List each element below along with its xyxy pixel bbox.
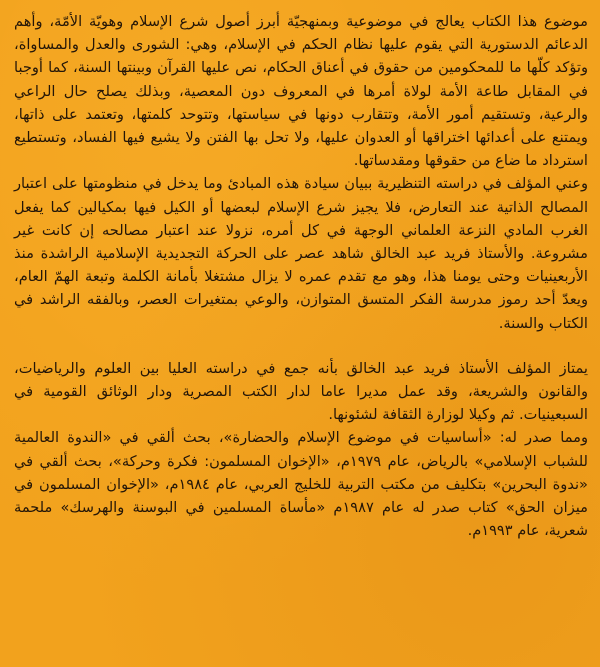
author-publications-paragraph: ومما صدر له: «أساسيات في موضوع الإسلام والحضارة»، بحث ألقي في «الندوة العالمية للشباب الإسلامي» بالرياض، عام ١٩٧٩م، «الإخوان المسلمون: فكرة وحركة»، بحث ألقي في «ندوة البحرين» بتكليف من مكتب التربية للخليج العربي، عام ١٩٨٤م، «الإخوان المسلمون في ميزان الحق» كتاب صدر له عام ١٩٨٧م «مأساة المسلمين في البوسنة والهرسك» ملحمة شعرية، عام ١٩٩٣م. xyxy=(14,429,589,540)
paragraph-spacer xyxy=(14,335,588,357)
author-study-paragraph: وعني المؤلف في دراسته التنظيرية ببيان سيادة هذه المبادئ وما يدخل في منظومتها على اعتبار المصالح الذاتية عند التعارض، فلا يجيز شرع الإسلام لبعضها أو الكيل فيها بمكيالين كما يفعل الغرب المادي النزعة العلماني الوجهة في كل أمره، نزولا عند اعتبار مصالحه إن كانت غير مشروعة. والأستاذ فريد عبد الخالق شاهد عصر على الحركة التجديدية الإسلامية الراشدة منذ الأربعينيات وحتى يومنا هذا، وهو مع تقدم عمره لا يزال مشتغلا بأمانة الكلمة وتبعة الهمّ العام، ويعدّ أحد رموز مدرسة الفكر المتسق المتوازن، والوعي بمتغيرات العصر، وبالفقه الراشد في الكتاب والسنة. xyxy=(14,175,588,332)
book-description-paragraph: موضوع هذا الكتاب يعالج في موضوعية وبمنهجيّة أبرز أصول شرع الإسلام وهويّة الأمّة، وأهم الدعائم الدستورية التي يقوم عليها نظام الحكم في الإسلام، وهي: الشورى والعدل والمساواة، وتؤكد كلّها ما للمحكومين من حقوق في أعناق الحكام، نص عليها القرآن وبينتها السنة، كما أوجبا في المقابل طاعة الأمة لولاة أمرها في المعروف دون المعصية، وبذلك يصلح حال الراعي والرعية، وتستقيم أمور الأمة، وتتقارب دونها في سياستها، وتتوحد كلمتها، وتعتمد على ذاتها، ويمتنع على أعدائها اختراقها أو العدوان عليها، ولا تحل بها الفتن ولا يشيع فيها الفساد، وتستطيع استرداد ما ضاع من حقوقها ومقدساتها. xyxy=(14,13,588,170)
author-bio-paragraph: يمتاز المؤلف الأستاذ فريد عبد الخالق بأنه جمع في دراسته العليا بين العلوم والرياضيات، والقانون والشريعة، وقد عمل مديرا عاما لدار الكتب المصرية ودار الوثائق القومية في السبعينيات. ثم وكيلا لوزارة الثقافة لشئونها. xyxy=(14,359,588,424)
